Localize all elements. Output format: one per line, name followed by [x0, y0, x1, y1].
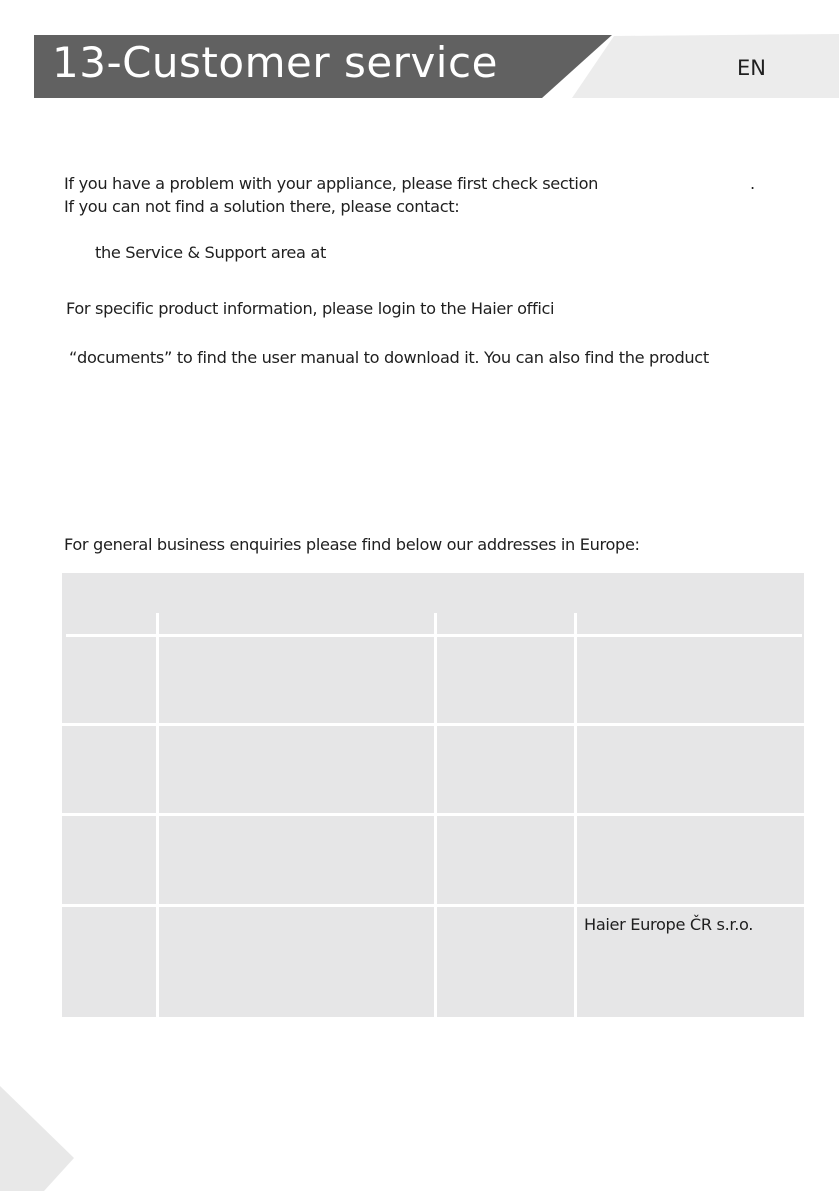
- column-divider: [156, 613, 159, 1017]
- header-light-tab: [572, 34, 839, 98]
- service-support-line: the Service & Support area at: [95, 243, 326, 262]
- business-enquiries-line: For general business enquiries please find below our addresses in Europe:: [64, 535, 640, 554]
- page-title: 13-Customer service: [52, 38, 498, 87]
- intro-line-1: If you have a problem with your appliance, please first check section: [64, 174, 599, 193]
- intro-line-2: If you can not find a solution there, please contact:: [64, 197, 460, 216]
- table-cell-company: Haier Europe ČR s.r.o.: [584, 915, 754, 934]
- row-divider: [62, 813, 804, 816]
- column-divider: [434, 613, 437, 1017]
- language-label: EN: [737, 56, 766, 80]
- address-table: [62, 573, 804, 1017]
- row-divider: [62, 723, 804, 726]
- row-divider: [62, 904, 804, 907]
- documents-line: “documents” to find the user manual to download it. You can also find the product: [69, 348, 709, 367]
- intro-line-1-end: .: [750, 174, 755, 193]
- page-corner-decoration: [0, 1086, 80, 1191]
- column-divider: [574, 613, 577, 1017]
- product-info-line: For specific product information, please login to the Haier offici: [66, 299, 555, 318]
